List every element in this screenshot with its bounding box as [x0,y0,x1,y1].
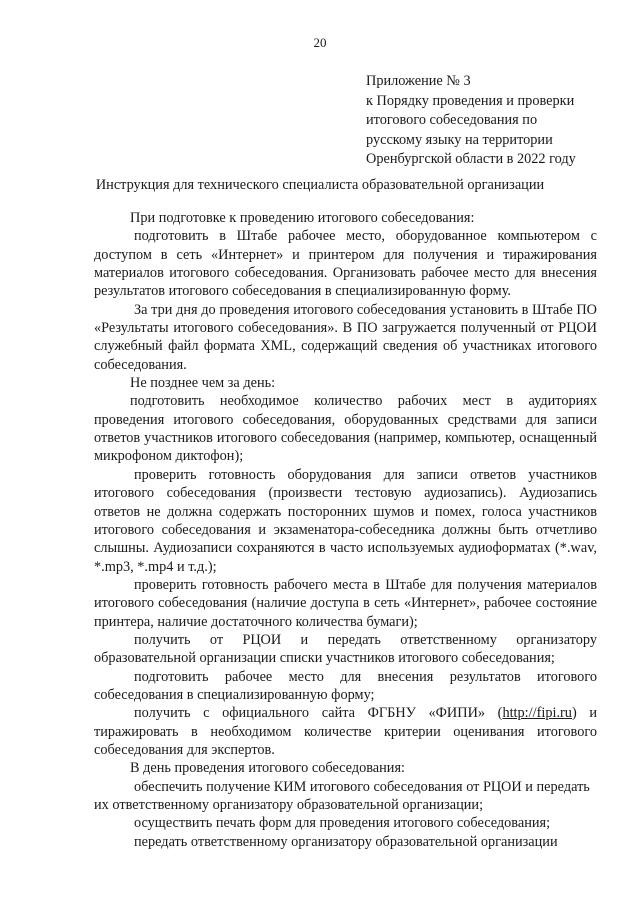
paragraph: Не позднее чем за день: [130,375,276,392]
paragraph: В день проведения итогового собеседования: [130,760,406,777]
appendix-line: к Порядку проведения и проверки [366,92,575,109]
paragraph: При подготовке к проведению итогового собеседования: [130,210,475,226]
fipi-text-after: ) и тиражировать в необходимом количестве критерии оценивания итогового собеседования для экспертов. [94,705,597,758]
fipi-text-before: получить с официального сайта ФГБНУ «ФИПИ» ( [134,705,503,722]
appendix-line: Приложение № 3 [366,73,471,89]
paragraph: проверить готовность оборудования для записи ответов участников итогового собеседования (произвести тестовую аудиозапись). Аудиозапись ответов не должна содержать посторонних шумов и помех, голоса участников итогового собеседования и экзаменатора-собеседника должны быть отчетливо слышны. Аудиозаписи сохраняются в часто используемых аудиоформатах (*.wav, *.mp3, *.mp4 и т.д.); [94,466,597,575]
fipi-link[interactable]: http://fipi.ru [502,705,572,722]
paragraph: подготовить рабочее место для внесения результатов итогового собеседования в специализированную форму; [94,668,597,703]
appendix-line: Оренбургской области в 2022 году [366,151,576,168]
appendix-line: итогового собеседования по [366,112,538,129]
paragraph: передать ответственному организатору образовательной организации [134,833,558,850]
paragraph: их ответственному организатору образовательной организации; [94,797,484,813]
page-number: 20 [313,35,327,50]
paragraph: обеспечить получение КИМ итогового собеседования от РЦОИ и передать [134,778,590,795]
paragraph: За три дня до проведения итогового собеседования установить в Штабе ПО «Результаты итогового собеседования». В ПО загружается полученный от РЦОИ служебный файл формата XML, содержащий сведения об участниках итогового собеседования. [94,301,597,373]
paragraph: осуществить печать форм для проведения итогового собеседования; [134,815,551,832]
paragraph: проверить готовность рабочего места в Штабе для получения материалов итогового собеседования (наличие доступа в сеть «Интернет», рабочее состояние принтера, наличие достаточного количества бумаги); [94,576,597,630]
appendix-line: русскому языку на территории [366,131,553,148]
paragraph-fipi [94,704,597,759]
paragraph: подготовить в Штабе рабочее место, оборудованное компьютером с доступом в сеть «Интернет» и принтером для получения и тиражирования материалов итогового собеседования. Организовать рабочее место для внесения результатов итогового собеседования в специализированную форму. [94,228,597,300]
paragraph: получить от РЦОИ и передать ответственному организатору образовательной организации списки участников итогового собеседования; [94,631,597,667]
paragraph: подготовить необходимое количество рабочих мест в аудиториях проведения итогового собеседования, оборудованных средствами для записи ответов участников итогового собеседования (например, компьютер, оснащенный микрофоном диктофон); [94,393,597,465]
appendix-block [366,72,576,170]
document-title: Инструкция для технического специалиста образовательной организации [95,177,545,193]
document-body [94,209,597,851]
